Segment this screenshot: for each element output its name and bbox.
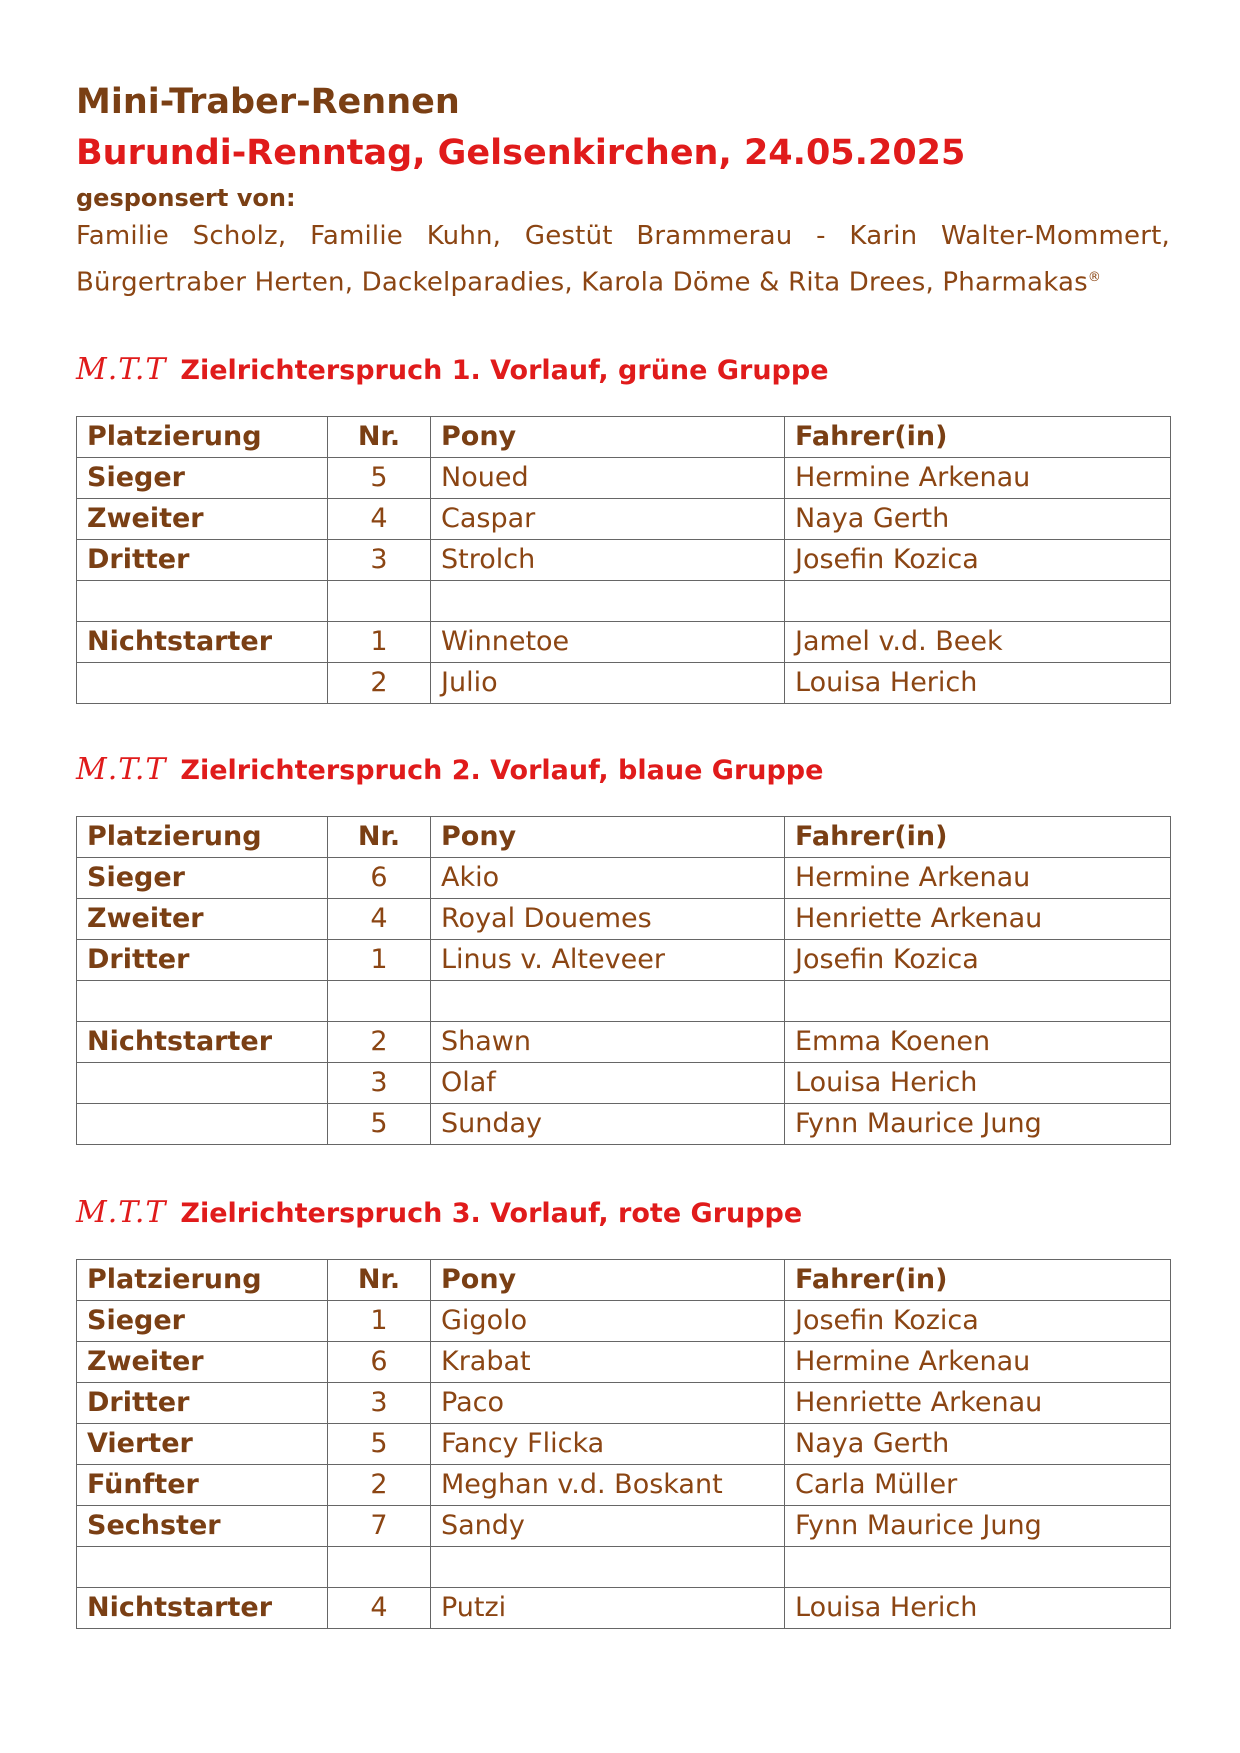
sponsor-list: [76, 216, 1170, 304]
table-row: [77, 662, 1171, 703]
pony-cell: Royal Douemes: [431, 898, 785, 939]
placement-cell: Dritter: [77, 539, 328, 580]
table-row: [77, 939, 1171, 980]
driver-cell: Louisa Herich: [785, 1062, 1171, 1103]
column-header: Pony: [431, 416, 785, 457]
table-row: [77, 857, 1171, 898]
driver-cell: Hermine Arkenau: [785, 1341, 1171, 1382]
table-row: [77, 1382, 1171, 1423]
page-subtitle: Burundi-Renntag, Gelsenkirchen, 24.05.2025: [76, 133, 966, 173]
placement-cell: Zweiter: [77, 898, 328, 939]
pony-cell: Meghan v.d. Boskant: [431, 1464, 785, 1505]
number-cell: 4: [328, 1587, 431, 1628]
table-header-row: [77, 1259, 1171, 1300]
table-row: [77, 980, 1171, 1021]
driver-cell: Henriette Arkenau: [785, 1382, 1171, 1423]
number-cell: 3: [328, 1062, 431, 1103]
driver-cell: [785, 1546, 1171, 1587]
driver-cell: Jamel v.d. Beek: [785, 621, 1171, 662]
placement-cell: [77, 1103, 328, 1144]
number-cell: 5: [328, 1423, 431, 1464]
number-cell: 6: [328, 857, 431, 898]
column-header: Fahrer(in): [785, 416, 1171, 457]
results-table: [76, 1259, 1171, 1629]
column-header: Platzierung: [77, 1259, 328, 1300]
pony-cell: Caspar: [431, 498, 785, 539]
placement-cell: Sechster: [77, 1505, 328, 1546]
sponsor-label: gesponsert von:: [76, 184, 296, 212]
column-header: Fahrer(in): [785, 1259, 1171, 1300]
pony-cell: Paco: [431, 1382, 785, 1423]
column-header: Nr.: [328, 816, 431, 857]
table-row: [77, 1546, 1171, 1587]
pony-cell: Noued: [431, 457, 785, 498]
table-row: [77, 539, 1171, 580]
pony-cell: Shawn: [431, 1021, 785, 1062]
number-cell: 4: [328, 498, 431, 539]
number-cell: 7: [328, 1505, 431, 1546]
placement-cell: Nichtstarter: [77, 1587, 328, 1628]
driver-cell: Naya Gerth: [785, 498, 1171, 539]
table-row: [77, 1021, 1171, 1062]
driver-cell: Josefin Kozica: [785, 1300, 1171, 1341]
column-header: Nr.: [328, 1259, 431, 1300]
section-heading-text: Zielrichterspruch 2. Vorlauf, blaue Gruppe: [180, 754, 824, 786]
mtt-logo: M.T.T: [76, 1194, 167, 1230]
driver-cell: Henriette Arkenau: [785, 898, 1171, 939]
pony-cell: Julio: [431, 662, 785, 703]
number-cell: 1: [328, 621, 431, 662]
driver-cell: Hermine Arkenau: [785, 457, 1171, 498]
pony-cell: [431, 980, 785, 1021]
table-row: [77, 1341, 1171, 1382]
table-row: [77, 1587, 1171, 1628]
pony-cell: [431, 580, 785, 621]
table-header-row: [77, 416, 1171, 457]
table-row: [77, 498, 1171, 539]
placement-cell: [77, 580, 328, 621]
table-row: [77, 621, 1171, 662]
number-cell: 3: [328, 539, 431, 580]
placement-cell: Nichtstarter: [77, 1021, 328, 1062]
table-row: [77, 1505, 1171, 1546]
number-cell: 6: [328, 1341, 431, 1382]
number-cell: 5: [328, 457, 431, 498]
number-cell: 2: [328, 662, 431, 703]
registered-mark: ®: [1087, 270, 1102, 285]
placement-cell: Nichtstarter: [77, 621, 328, 662]
pony-cell: Sandy: [431, 1505, 785, 1546]
mtt-logo: M.T.T: [76, 751, 167, 787]
section-heading: [76, 750, 1170, 790]
document-page: [76, 78, 1170, 1629]
placement-cell: [77, 980, 328, 1021]
number-cell: 3: [328, 1382, 431, 1423]
pony-cell: Putzi: [431, 1587, 785, 1628]
number-cell: [328, 580, 431, 621]
placement-cell: [77, 1546, 328, 1587]
column-header: Pony: [431, 816, 785, 857]
table-row: [77, 1062, 1171, 1103]
driver-cell: Louisa Herich: [785, 662, 1171, 703]
driver-cell: Josefin Kozica: [785, 939, 1171, 980]
column-header: Pony: [431, 1259, 785, 1300]
table-row: [77, 898, 1171, 939]
placement-cell: Sieger: [77, 1300, 328, 1341]
driver-cell: Fynn Maurice Jung: [785, 1103, 1171, 1144]
driver-cell: [785, 980, 1171, 1021]
pony-cell: Winnetoe: [431, 621, 785, 662]
column-header: Platzierung: [77, 416, 328, 457]
results-table: [76, 816, 1171, 1145]
table-header-row: [77, 816, 1171, 857]
placement-cell: [77, 662, 328, 703]
column-header: Platzierung: [77, 816, 328, 857]
placement-cell: Sieger: [77, 457, 328, 498]
pony-cell: Strolch: [431, 539, 785, 580]
placement-cell: Dritter: [77, 1382, 328, 1423]
driver-cell: Carla Müller: [785, 1464, 1171, 1505]
column-header: Fahrer(in): [785, 816, 1171, 857]
driver-cell: Naya Gerth: [785, 1423, 1171, 1464]
placement-cell: Dritter: [77, 939, 328, 980]
page-title: Mini-Traber-Rennen: [76, 82, 460, 122]
placement-cell: Zweiter: [77, 498, 328, 539]
placement-cell: [77, 1062, 328, 1103]
number-cell: 1: [328, 939, 431, 980]
section-heading-text: Zielrichterspruch 3. Vorlauf, rote Gruppe: [180, 1197, 803, 1229]
placement-cell: Sieger: [77, 857, 328, 898]
pony-cell: Olaf: [431, 1062, 785, 1103]
driver-cell: Fynn Maurice Jung: [785, 1505, 1171, 1546]
number-cell: 5: [328, 1103, 431, 1144]
pony-cell: Krabat: [431, 1341, 785, 1382]
table-row: [77, 580, 1171, 621]
section-heading: [76, 350, 1170, 390]
table-row: [77, 1103, 1171, 1144]
column-header: Nr.: [328, 416, 431, 457]
number-cell: 2: [328, 1021, 431, 1062]
placement-cell: Vierter: [77, 1423, 328, 1464]
driver-cell: Josefin Kozica: [785, 539, 1171, 580]
driver-cell: Louisa Herich: [785, 1587, 1171, 1628]
table-row: [77, 1300, 1171, 1341]
results-sections: [76, 350, 1170, 1629]
pony-cell: [431, 1546, 785, 1587]
results-table: [76, 416, 1171, 704]
table-row: [77, 1423, 1171, 1464]
number-cell: [328, 980, 431, 1021]
sponsor-text: Familie Scholz, Familie Kuhn, Gestüt Brammerau - Karin Walter-Mommert, Bürgertraber Herten, Dackelparadies, Karola Döme & Rita Drees, Pharmakas: [76, 221, 1170, 298]
pony-cell: Akio: [431, 857, 785, 898]
pony-cell: Linus v. Alteveer: [431, 939, 785, 980]
driver-cell: [785, 580, 1171, 621]
table-row: [77, 1464, 1171, 1505]
placement-cell: Fünfter: [77, 1464, 328, 1505]
number-cell: [328, 1546, 431, 1587]
placement-cell: Zweiter: [77, 1341, 328, 1382]
section-heading-text: Zielrichterspruch 1. Vorlauf, grüne Gruppe: [180, 354, 829, 386]
section-heading: [76, 1193, 1170, 1233]
mtt-logo: M.T.T: [76, 351, 167, 387]
pony-cell: Fancy Flicka: [431, 1423, 785, 1464]
driver-cell: Hermine Arkenau: [785, 857, 1171, 898]
pony-cell: Gigolo: [431, 1300, 785, 1341]
number-cell: 1: [328, 1300, 431, 1341]
number-cell: 2: [328, 1464, 431, 1505]
driver-cell: Emma Koenen: [785, 1021, 1171, 1062]
pony-cell: Sunday: [431, 1103, 785, 1144]
number-cell: 4: [328, 898, 431, 939]
table-row: [77, 457, 1171, 498]
